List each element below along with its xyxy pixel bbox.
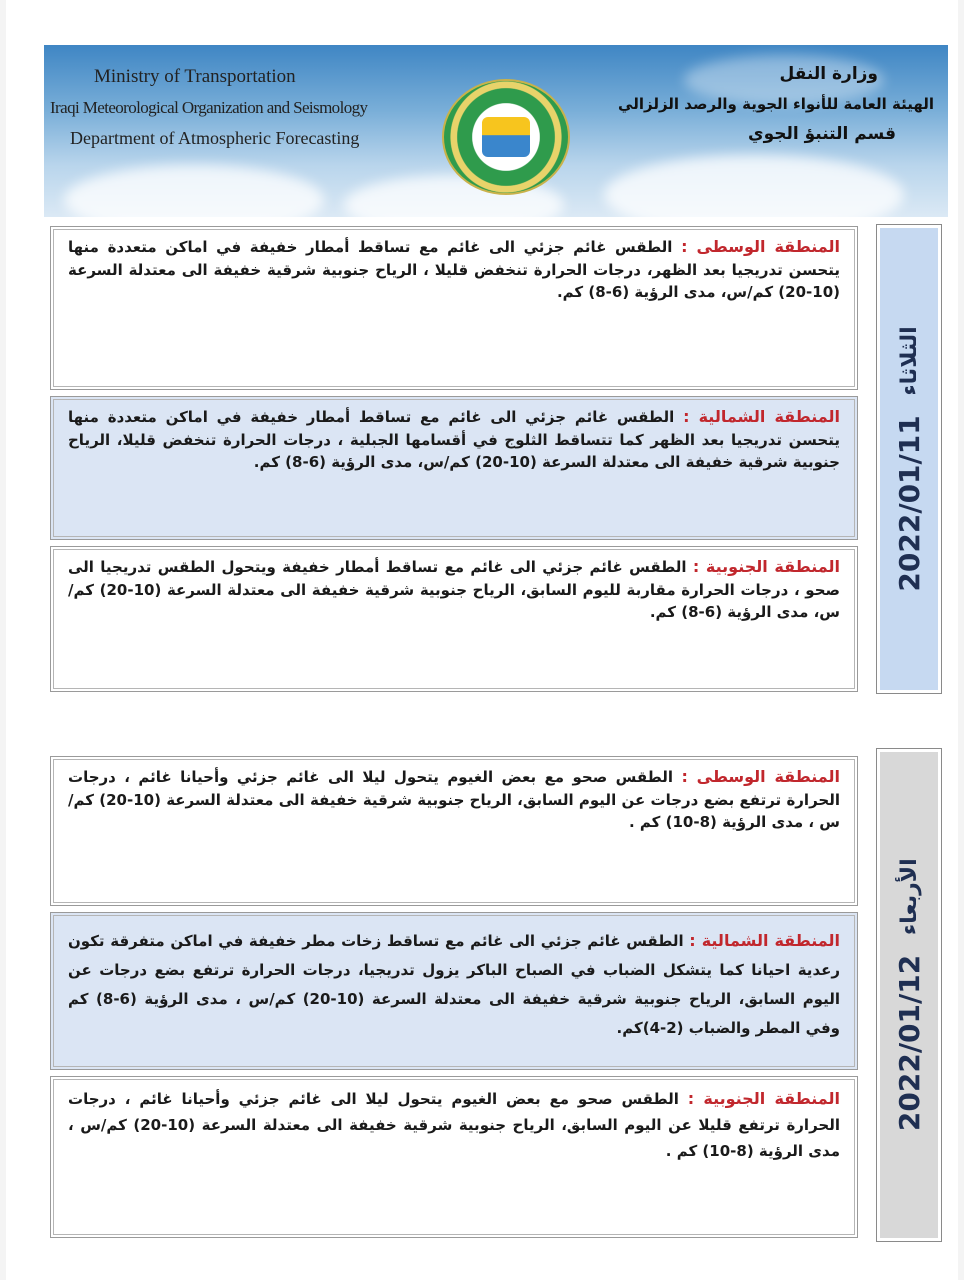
forecast-date: 2022/01/12 (892, 955, 926, 1132)
header-english (50, 61, 380, 154)
region-forecast-text: الطقس صحو مع بعض الغيوم يتحول ليلا الى غائم جزئي وأحيانا غائم ، درجات الحرارة ترتفع بضع درجات عن اليوم السابق، الرياح جنوبية شرقية خفيفة الى معتدلة السرعة (10-20) كم/س ، مدى الرؤية (8-10) كم . (68, 768, 840, 831)
department-name-en: Department of Atmospheric Forecasting (70, 128, 360, 148)
bulletin-page (6, 0, 958, 1280)
day-name: الأربعاء (896, 858, 922, 936)
region-forecast-text: الطقس غائم جزئي الى غائم مع تساقط زخات مطر خفيفة في اماكن متفرقة تكون رعدية احيانا كما يتشكل الضباب في الصباح الباكر يزول تدريجيا، درجات الحرارة ترتفع بضع درجات عن اليوم السابق، الرياح جنوبية شرقية خفيفة الى معتدلة السرعة (10-20) كم/س ، مدى الرؤية (6-8) كم وفي المطر والضباب (2-4)كم. (68, 932, 840, 1037)
region-name: المنطقة الجنوبية : (692, 557, 840, 576)
region-card-central (50, 226, 858, 390)
region-card-south (50, 546, 858, 692)
ministry-name-ar: وزارة النقل (779, 64, 878, 84)
date-strip (876, 748, 942, 1242)
region-name: المنطقة الشمالية : (689, 931, 841, 950)
region-card-central (50, 756, 858, 906)
region-name: المنطقة الجنوبية : (687, 1089, 840, 1108)
forecast-day-2 (44, 746, 942, 1244)
forecast-date: 2022/01/11 (892, 415, 926, 592)
region-card-south (50, 1076, 858, 1238)
region-forecast-text: الطقس صحو مع بعض الغيوم يتحول ليلا الى غائم جزئي وأحيانا غائم ، درجات الحرارة ترتفع قليلا عن اليوم السابق، الرياح جنوبية شرقية خفيفة الى معتدلة السرعة (10-20) كم/س ، مدى الرؤية (8-10) كم . (68, 1090, 840, 1160)
ministry-name-en: Ministry of Transportation (94, 66, 296, 87)
region-forecast-text: الطقس غائم جزئي الى غائم مع تساقط أمطار خفيفة في اماكن متعددة منها يتحسن تدريجيا بعد الظهر كما تتساقط الثلوج في أقسامها الجبلية ، درجات الحرارة تنخفض قليلا، الرياح جنوبية شرقية خفيفة الى معتدلة السرعة (10-20) كم/س، مدى الرؤية (6-8) كم. (68, 408, 840, 471)
day-name: الثلاثاء (896, 326, 922, 396)
region-name: المنطقة الشمالية : (683, 407, 841, 426)
forecast-day-1 (44, 222, 942, 696)
region-card-north (50, 396, 858, 540)
region-cards (44, 222, 864, 696)
region-forecast-text: الطقس غائم جزئي الى غائم مع تساقط أمطار خفيفة ويتحول الطقس تدريجيا الى صحو ، درجات الحرارة مقاربة لليوم السابق، الرياح جنوبية شرقية خفيفة الى معتدلة السرعة (10-20) كم/س، مدى الرؤية (6-8) كم. (68, 558, 840, 621)
header-banner (44, 45, 948, 217)
header-arabic (618, 59, 934, 149)
region-card-north (50, 912, 858, 1070)
department-name-ar: قسم التنبؤ الجوي (748, 124, 896, 144)
organization-logo-icon (442, 79, 570, 195)
region-forecast-text: الطقس غائم جزئي الى غائم مع تساقط أمطار خفيفة في اماكن متعددة منها يتحسن تدريجيا بعد الظهر، درجات الحرارة تنخفض قليلا ، الرياح جنوبية شرقية خفيفة الى معتدلة السرعة (10-20) كم/س، مدى الرؤية (6-8) كم. (68, 238, 840, 301)
region-name: المنطقة الوسطى : (681, 237, 840, 256)
organization-name-en: Iraqi Meteorological Organization and Seismology (50, 98, 368, 117)
region-name: المنطقة الوسطى : (681, 767, 840, 786)
date-strip (876, 224, 942, 694)
region-cards (44, 746, 864, 1244)
organization-name-ar: الهيئة العامة للأنواء الجوية والرصد الزلزالي (618, 95, 934, 113)
